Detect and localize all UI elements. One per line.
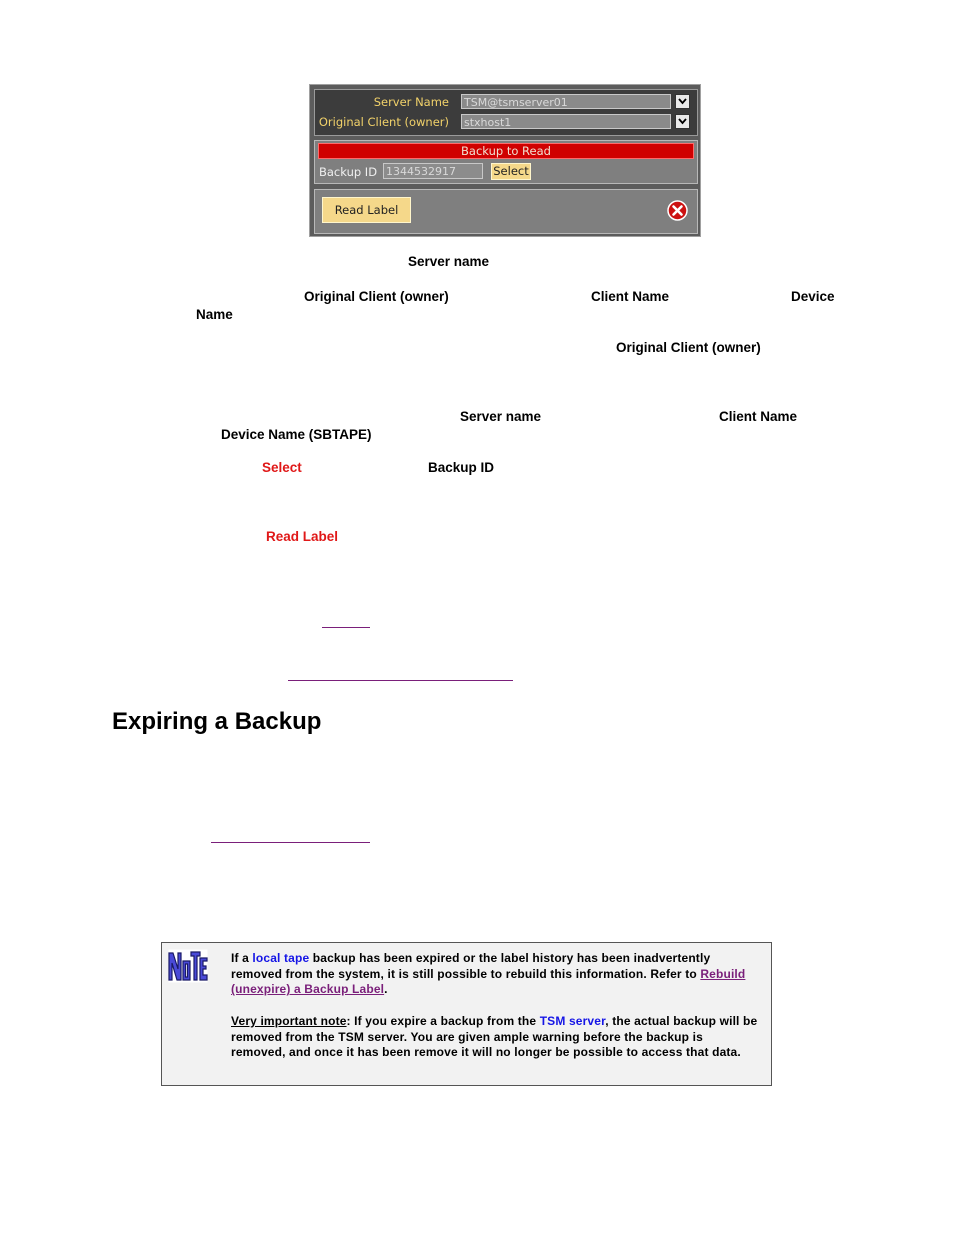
link-underline[interactable] <box>322 627 370 628</box>
note-paragraph-1 <box>231 951 759 998</box>
server-name-field[interactable]: TSM@tsmserver01 <box>461 94 671 109</box>
backup-id-term: Backup ID <box>428 460 495 475</box>
original-client-term-2: Original Client (owner) <box>616 340 761 355</box>
close-button[interactable] <box>667 200 688 221</box>
important-note-label: Very important note <box>231 1013 347 1028</box>
tsm-server-keyword: TSM server <box>539 1013 606 1028</box>
device-name-term: Device Name (SBTAPE) <box>221 427 372 442</box>
local-tape-keyword: local tape <box>252 951 310 965</box>
close-x-icon <box>667 200 688 221</box>
chevron-down-icon <box>678 98 687 105</box>
rebuild-backup-label-link[interactable]: Rebuild (unexpire) a Backup Label <box>231 966 746 997</box>
chevron-down-icon <box>678 118 687 125</box>
read-label-term: Read Label <box>266 529 339 544</box>
original-client-term: Original Client (owner) <box>304 289 449 304</box>
note-icon <box>168 949 208 983</box>
original-client-field[interactable]: stxhost1 <box>461 114 671 129</box>
backup-id-field[interactable]: 1344532917 <box>383 163 483 179</box>
backup-to-read-panel <box>314 140 698 184</box>
note-paragraph-2 <box>231 1014 759 1061</box>
server-name-term: Server name <box>408 254 490 269</box>
server-name-term-2: Server name <box>460 409 542 424</box>
read-label-dialog <box>309 84 701 237</box>
select-button[interactable]: Select <box>491 163 531 180</box>
note-text-run: If a <box>231 951 253 965</box>
backup-to-read-banner: Backup to Read <box>318 143 694 159</box>
original-client-label: Original Client (owner) <box>318 115 449 129</box>
server-name-dropdown[interactable] <box>675 94 690 109</box>
select-term: Select <box>262 460 302 475</box>
name-term: Name <box>196 307 233 322</box>
client-name-term: Client Name <box>591 289 670 304</box>
link-underline[interactable] <box>211 842 370 843</box>
server-name-label: Server Name <box>373 95 449 109</box>
server-client-panel <box>314 89 698 136</box>
section-heading: Expiring a Backup <box>112 708 322 735</box>
note-text-run: , the actual backup will be removed from the TSM server. You are given ample warning before the backup is removed, and once it has been remove it will no longer be possible to access that data. <box>231 1013 758 1060</box>
action-panel <box>314 189 698 234</box>
link-underline[interactable] <box>288 680 513 681</box>
note-text-run: backup has been expired or the label history has been inadvertently removed from the system, it is still possible to rebuild this information. Refer to <box>231 951 711 981</box>
read-label-button[interactable]: Read Label <box>322 197 411 223</box>
device-term: Device <box>791 289 835 304</box>
backup-id-label: Backup ID <box>319 165 378 179</box>
client-name-term-2: Client Name <box>719 409 798 424</box>
note-text-run: . <box>384 982 388 997</box>
note-text <box>231 951 759 1061</box>
note-text-run: : If you expire a backup from the <box>346 1013 540 1028</box>
note-box <box>161 942 772 1086</box>
original-client-dropdown[interactable] <box>675 114 690 129</box>
